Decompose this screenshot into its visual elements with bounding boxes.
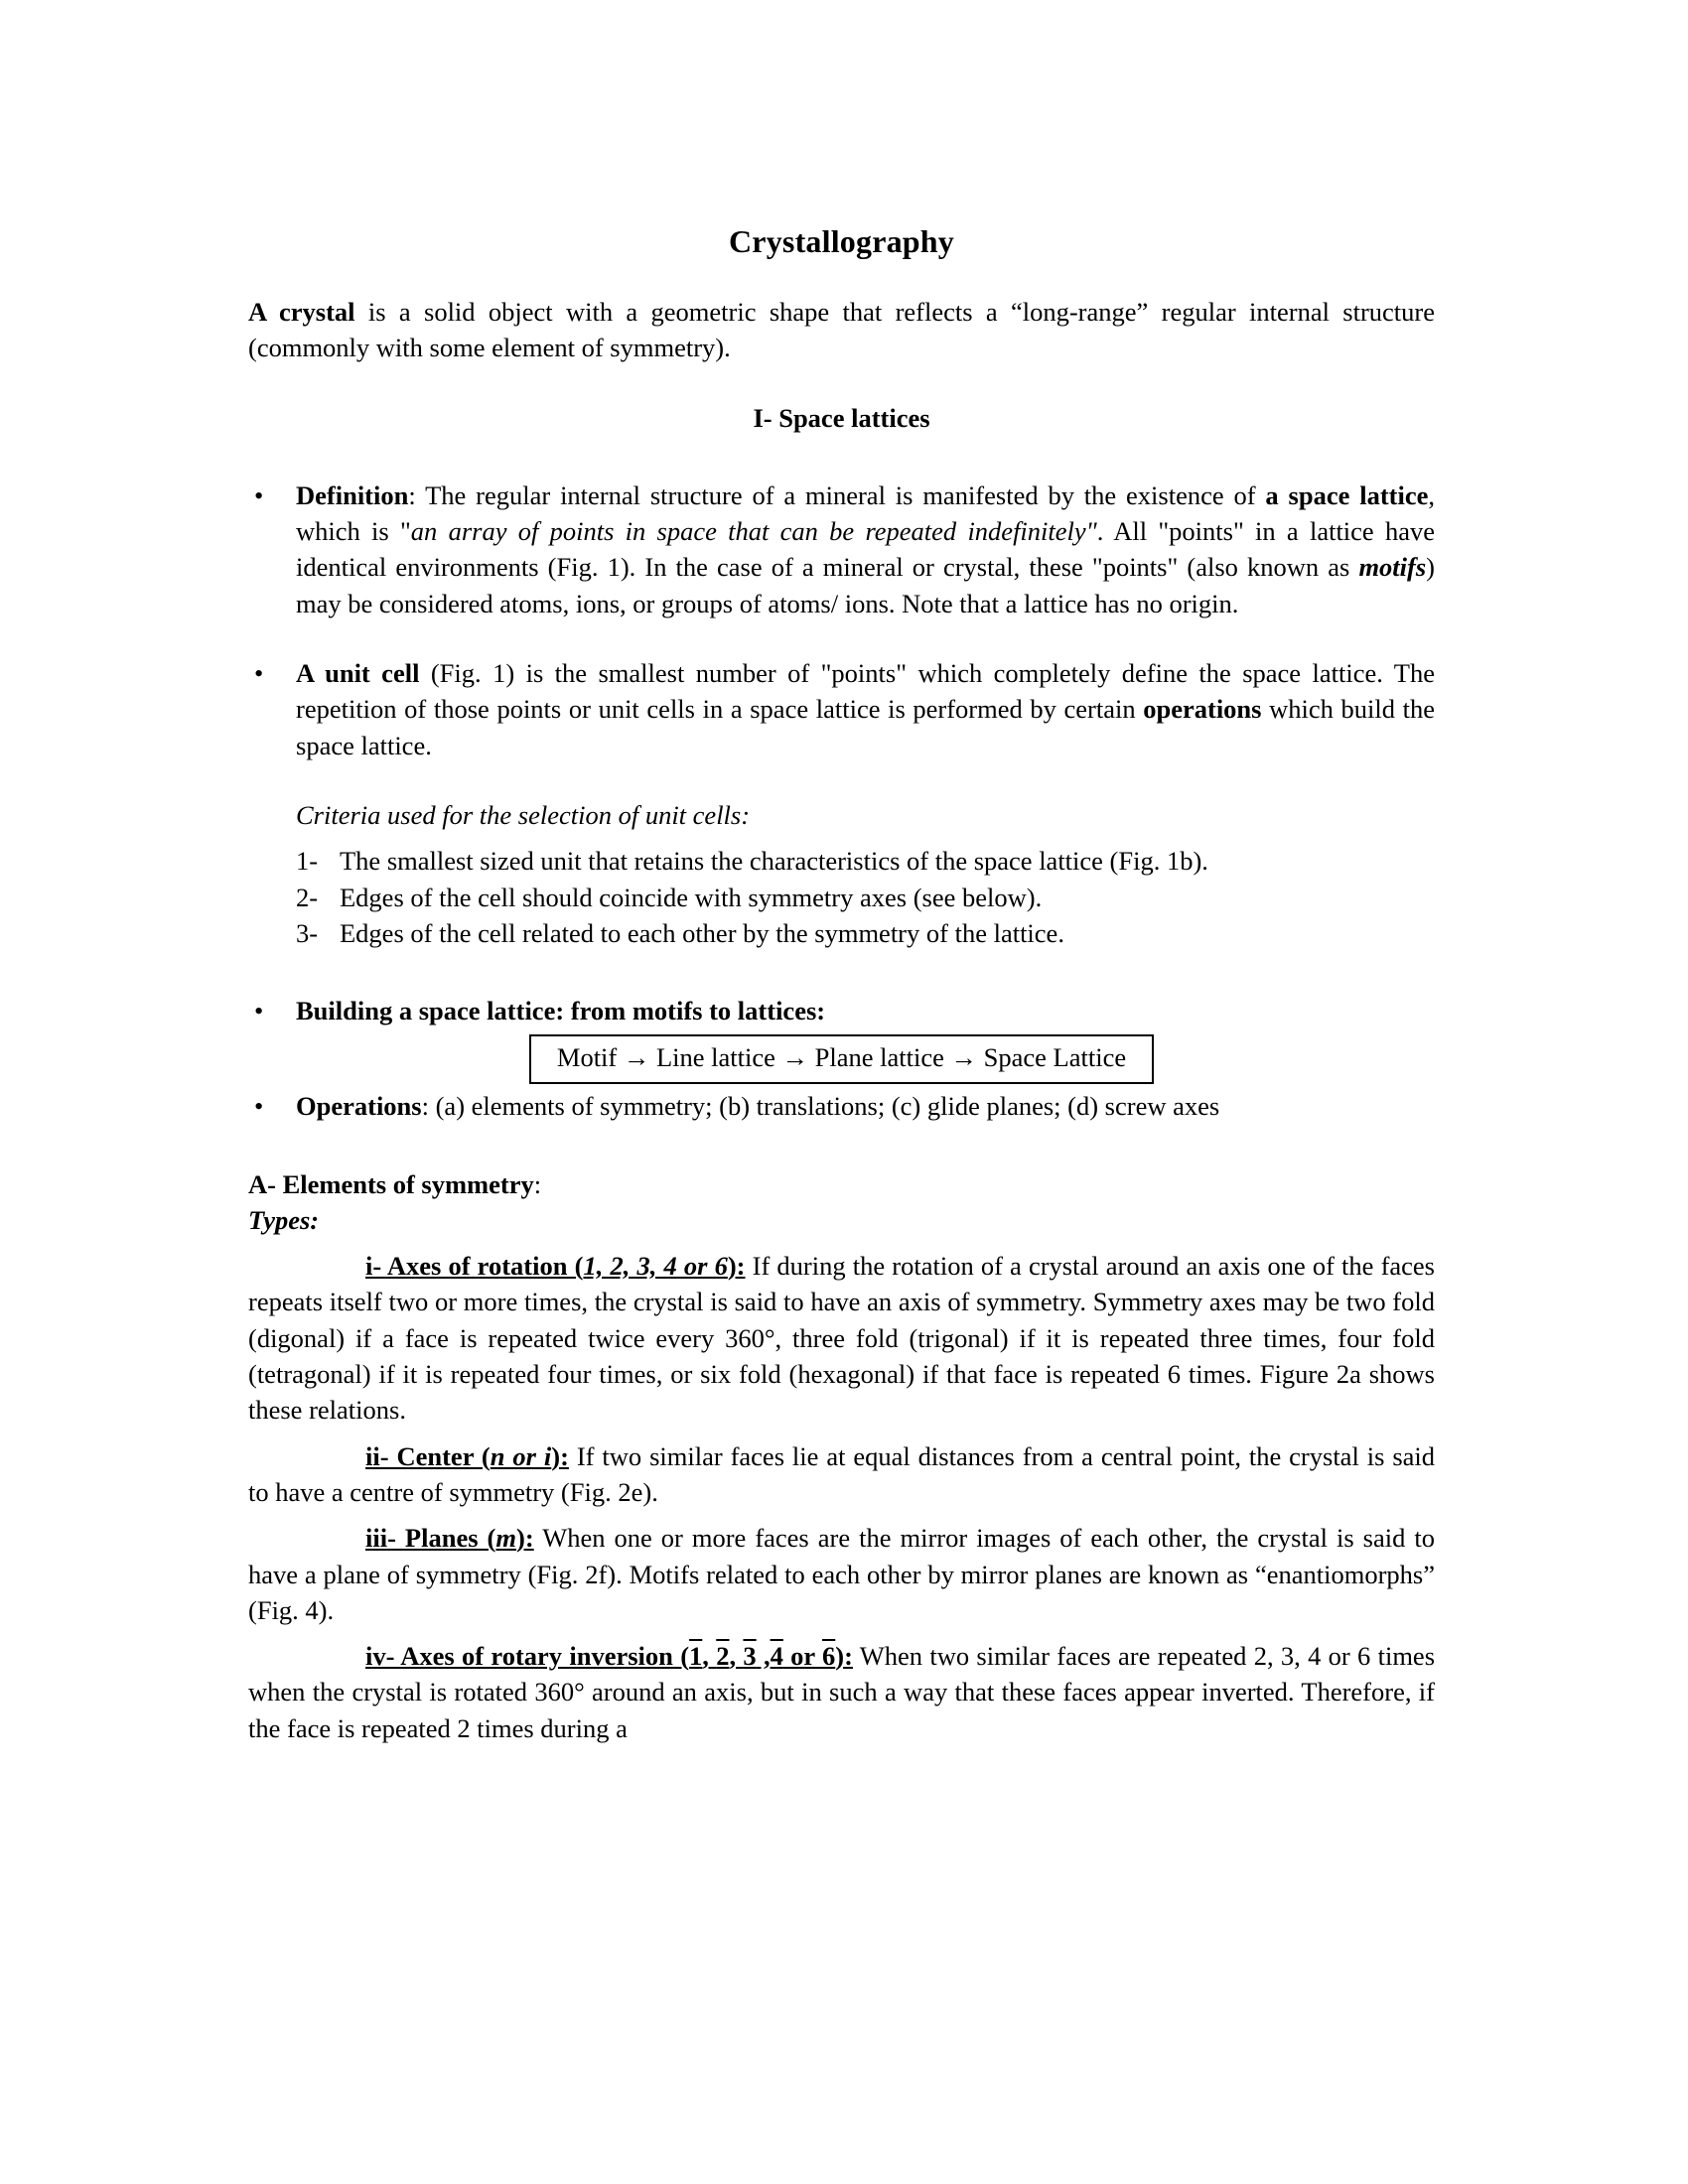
type-iii-label: iii- Planes (	[365, 1523, 496, 1554]
bullet-unit-cell-text	[296, 655, 1435, 763]
criteria-text: Edges of the cell related to each other by the symmetry of the lattice.	[340, 917, 1064, 948]
definition-label: Definition	[296, 479, 409, 510]
criteria-text: The smallest sized unit that retains the characteristics of the space lattice (Fig. 1b).	[340, 846, 1208, 877]
list-item	[296, 843, 1435, 879]
operations-body: : (a) elements of symmetry; (b) translations; (c) glide planes; (d) screw axes	[421, 1091, 1220, 1122]
space-lattice-term: a space lattice	[1265, 479, 1429, 510]
type-axes-of-rotation	[248, 1248, 1435, 1428]
criteria-number: 3-	[296, 917, 319, 948]
types-label	[248, 1202, 1435, 1238]
type-planes	[248, 1520, 1435, 1628]
bullet-marker: •	[254, 996, 264, 1026]
intro-lead: A crystal	[248, 297, 355, 327]
list-item	[296, 880, 1435, 915]
document-body	[248, 223, 1435, 1746]
type-ii-body: If two similar faces lie at equal distances from a central point, the crystal is said to have a centre of symmetry (Fig. 2e).	[248, 1440, 1436, 1507]
type-i-label: i- Axes of rotation (	[365, 1251, 584, 1282]
definition-text-2: , which is "	[296, 479, 1435, 547]
motifs-term: motifs	[1358, 552, 1427, 583]
section-A-colon: :	[533, 1168, 542, 1199]
bullet-operations	[248, 1088, 1435, 1124]
types-label-text: Types:	[248, 1204, 320, 1235]
intro-paragraph	[248, 294, 1435, 366]
definition-quote: an array of points in space that can be repeated indefinitely"	[410, 516, 1097, 547]
unit-cell-label: A unit cell	[296, 658, 420, 689]
criteria-heading-text: Criteria used for the selection of unit cells:	[296, 799, 751, 830]
unit-cell-text-1: (Fig. 1) is the smallest number of "points" which completely define the space lattice. The repetition of those points or unit cells in a space lattice is performed by certain	[296, 658, 1435, 725]
type-iii-symbols: m	[495, 1523, 517, 1554]
type-iii-close: ):	[516, 1523, 534, 1554]
section-A-heading	[248, 1166, 1435, 1202]
bullet-definition	[248, 478, 1435, 621]
type-i-body: If during the rotation of a crystal around an axis one of the faces repeats itself two or more times, the crystal is said to have an axis of symmetry. Symmetry axes may be two fold (digonal) if a face is repeated twice every 360°, three fold (trigonal) if it is repeated three times, four fold (tetragonal) if it is repeated four times, or six fold (hexagonal) if that face is repeated 6 times. Figure 2a shows these relations.	[248, 1251, 1435, 1426]
operations-text	[296, 1088, 1435, 1124]
type-iv-symbols: 1	[689, 1641, 703, 1672]
type-center	[248, 1438, 1435, 1511]
unit-cell-text-2: which build the space lattice.	[296, 694, 1435, 760]
type-i-close: ):	[727, 1251, 746, 1282]
type-i-symbols: 1, 2, 3, 4 or 6	[583, 1251, 728, 1282]
section-A-label: A- Elements of symmetry	[248, 1168, 534, 1199]
criteria-heading	[296, 797, 1435, 833]
flow-diagram	[248, 1034, 1435, 1084]
section-heading-space-lattices: I- Space lattices	[753, 402, 930, 433]
type-iv-label: iv- Axes of rotary inversion (	[365, 1641, 690, 1672]
building-space-lattice-text	[296, 993, 1435, 1028]
type-iv-body: When two similar faces are repeated 2, 3, 4 or 6 times when the crystal is rotated 360° around an axis, but in such a way that these faces appear inverted. Therefore, if the face is repeated 2 times during a	[248, 1641, 1436, 1743]
operations-label: Operations	[296, 1091, 422, 1122]
criteria-text: Edges of the cell should coincide with symmetry axes (see below).	[340, 882, 1043, 912]
type-iii-body: When one or more faces are the mirror images of each other, the crystal is said to have a plane of symmetry (Fig. 2f). Motifs related to each other by mirror planes are known as “enantiomorphs” (Fig. 4).	[248, 1523, 1435, 1625]
bullet-marker: •	[254, 479, 264, 510]
bullet-definition-text	[296, 478, 1435, 621]
criteria-number: 1-	[296, 846, 319, 877]
bullet-marker: •	[254, 658, 264, 689]
definition-text-4: ) may be considered atoms, ions, or groups of atoms/ ions. Note that a lattice has no origin.	[296, 552, 1435, 618]
page-title: Crystallography	[729, 223, 954, 259]
definition-text-1: : The regular internal structure of a mineral is manifested by the existence of	[408, 479, 1266, 510]
operations-term: operations	[1143, 694, 1262, 725]
bullet-marker: •	[254, 1091, 264, 1122]
type-ii-symbols: n or i	[490, 1440, 552, 1471]
type-ii-close: ):	[551, 1440, 569, 1471]
type-iv-close: ):	[835, 1641, 853, 1672]
flow-box-label: Motif → Line lattice → Plane lattice → Space Lattice	[529, 1034, 1154, 1084]
bullet-building-space-lattice	[248, 993, 1435, 1028]
type-ii-label: ii- Center (	[365, 1440, 491, 1471]
criteria-list	[296, 843, 1435, 951]
list-item	[296, 915, 1435, 951]
criteria-number: 2-	[296, 882, 319, 912]
type-rotary-inversion: iv- Axes of rotary inversion (1, 2, 3 ,4 or 6): When two similar faces are repeated 2, 3, 4 or 6 times when the crystal is rotated 360° around an axis, but in such a way that these faces appear inverted. Therefore, if the face is repeated 2 times during a	[248, 1641, 1436, 1743]
definition-text-3: . All "points" in a lattice have identical environments (Fig. 1). In the case of a mineral or crystal, these "points" (also known as	[296, 516, 1435, 583]
intro-text: is a solid object with a geometric shape that reflects a “long-range” regular internal structure (commonly with some element of symmetry).	[248, 297, 1435, 363]
bullet-unit-cell	[248, 655, 1435, 763]
building-label: Building a space lattice: from motifs to lattices:	[296, 996, 826, 1026]
